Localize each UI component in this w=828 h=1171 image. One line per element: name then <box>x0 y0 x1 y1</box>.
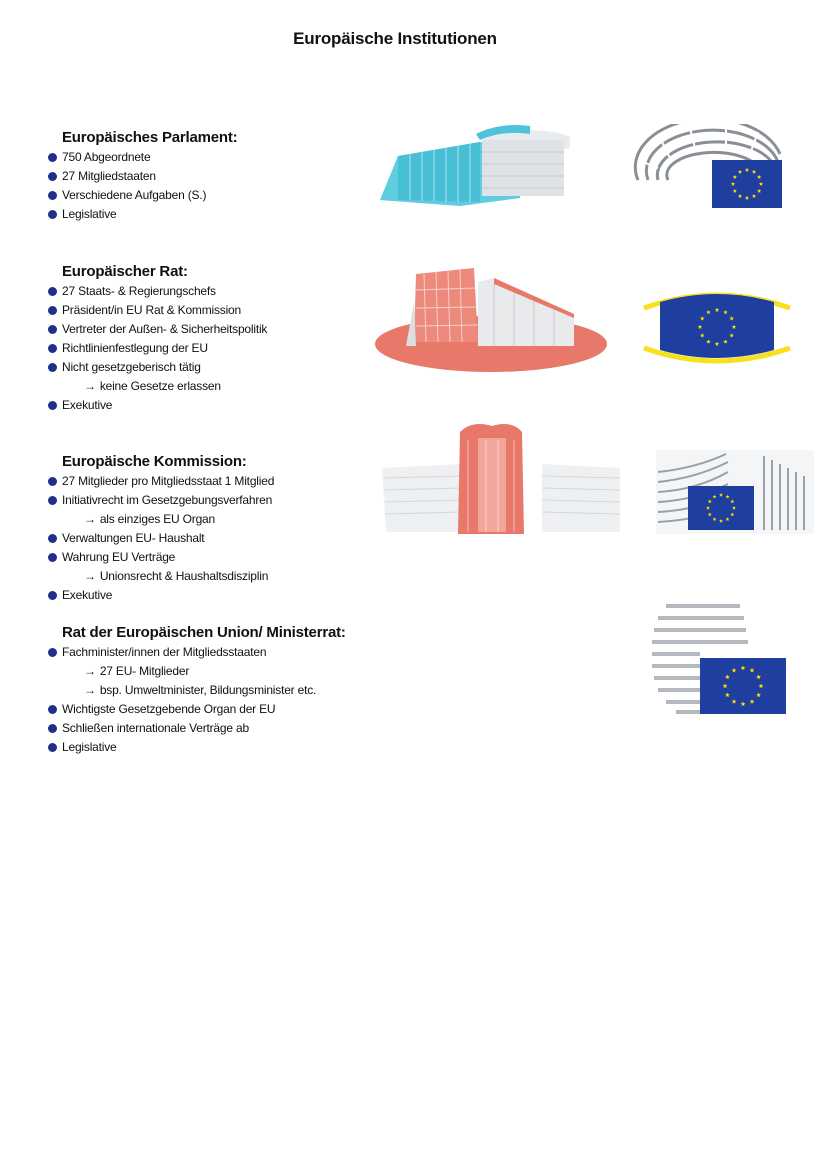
sub-item <box>48 662 388 681</box>
sub-item-text: bsp. Umweltminister, Bildungsminister etc. <box>99 683 317 697</box>
sub-item <box>48 681 388 700</box>
commission-logo <box>656 450 814 534</box>
section-heading: Rat der Europäischen Union/ Ministerrat: <box>62 624 346 641</box>
item-list <box>48 282 388 415</box>
commission-building-image <box>382 420 624 534</box>
list-item: 27 Mitgliedstaaten <box>48 167 388 186</box>
list-item: Präsident/in EU Rat & Kommission <box>48 301 388 320</box>
list-item: Legislative <box>48 205 388 224</box>
sub-item-text: keine Gesetze erlassen <box>99 379 221 393</box>
list-item: Fachminister/innen der Mitgliedsstaaten <box>48 643 388 662</box>
list-item: Exekutive <box>48 586 388 605</box>
arrow-icon: → <box>84 683 96 697</box>
list-item: Verschiedene Aufgaben (S.) <box>48 186 388 205</box>
sub-item-text: als einziges EU Organ <box>99 512 216 526</box>
section-commission <box>48 452 388 605</box>
sub-item <box>48 510 388 529</box>
arrow-icon: → <box>84 569 96 583</box>
parliament-logo <box>630 124 784 210</box>
section-parliament <box>48 128 388 224</box>
page-title: Europäische Institutionen <box>293 29 497 48</box>
item-list <box>48 643 388 757</box>
parliament-building-image <box>380 120 570 208</box>
council-of-eu-logo <box>652 600 788 718</box>
arrow-icon: → <box>84 512 96 526</box>
list-item: Legislative <box>48 738 388 757</box>
list-item: 27 Staats- & Regierungschefs <box>48 282 388 301</box>
european-council-logo <box>640 288 794 366</box>
arrow-icon: → <box>84 379 96 393</box>
european-council-building-image <box>374 262 608 374</box>
sub-item <box>48 567 388 586</box>
item-list <box>48 472 388 605</box>
arrow-icon: → <box>84 664 96 678</box>
list-item: 27 Mitglieder pro Mitgliedsstaat 1 Mitglied <box>48 472 388 491</box>
list-item: 750 Abgeordnete <box>48 148 388 167</box>
item-list <box>48 148 388 224</box>
section-european-council <box>48 262 388 415</box>
section-heading: Europäisches Parlament: <box>62 129 238 146</box>
sub-item-text: 27 EU- Mitglieder <box>99 664 190 678</box>
list-item: Schließen internationale Verträge ab <box>48 719 388 738</box>
list-item: Wichtigste Gesetzgebende Organ der EU <box>48 700 388 719</box>
list-item: Initiativrecht im Gesetzgebungsverfahren <box>48 491 388 510</box>
list-item: Nicht gesetzgeberisch tätig <box>48 358 388 377</box>
section-council-of-eu <box>48 623 388 757</box>
sub-item-text: Unionsrecht & Haushaltsdisziplin <box>99 569 269 583</box>
section-heading: Europäischer Rat: <box>62 263 188 280</box>
sub-item <box>48 377 388 396</box>
list-item: Exekutive <box>48 396 388 415</box>
list-item: Vertreter der Außen- & Sicherheitspolitik <box>48 320 388 339</box>
list-item: Verwaltungen EU- Haushalt <box>48 529 388 548</box>
section-heading: Europäische Kommission: <box>62 453 247 470</box>
list-item: Richtlinienfestlegung der EU <box>48 339 388 358</box>
list-item: Wahrung EU Verträge <box>48 548 388 567</box>
